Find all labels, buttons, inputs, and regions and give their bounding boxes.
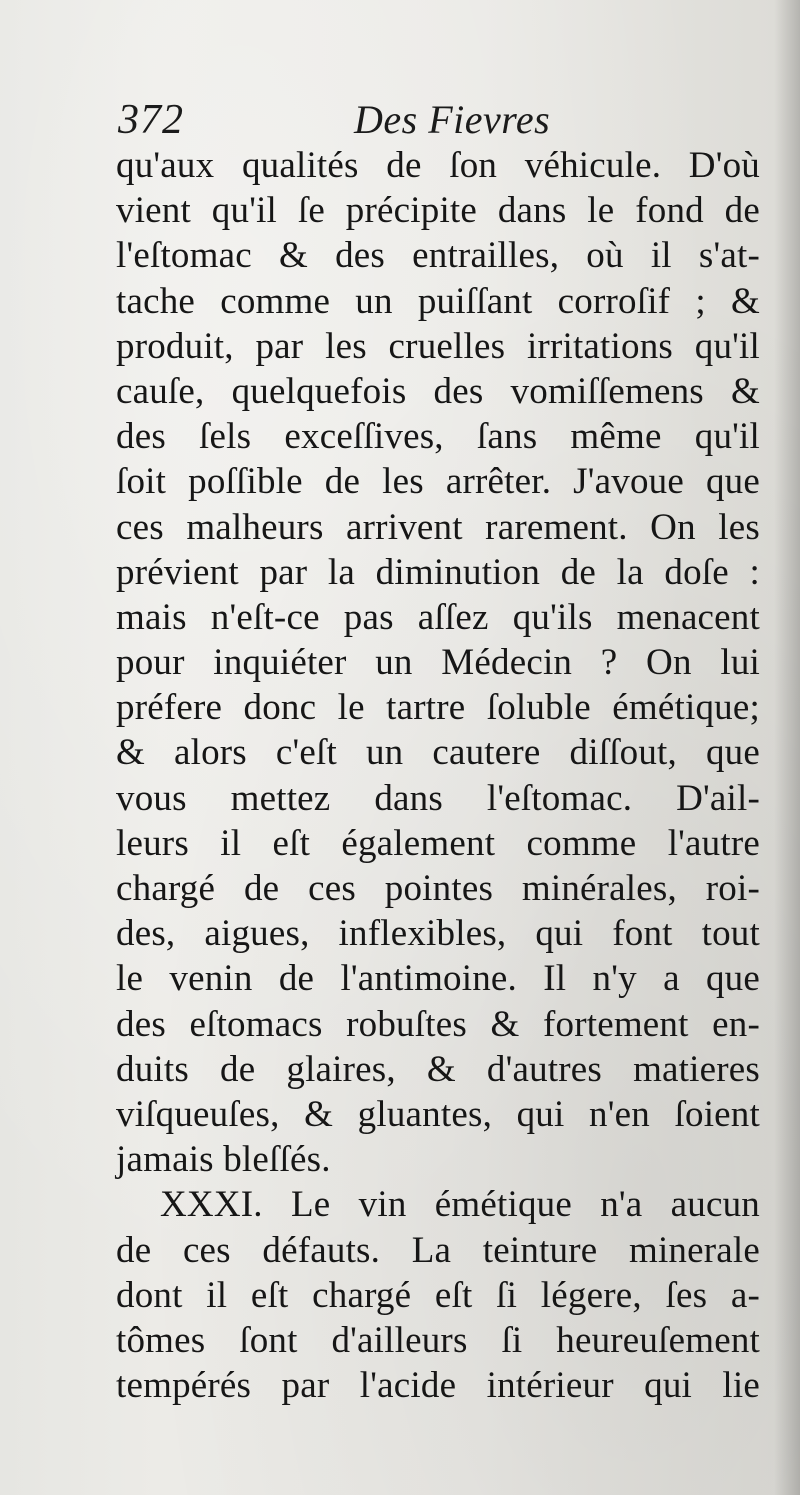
text-line: l'eſtomac & des entrailles, où il s'at- bbox=[116, 235, 760, 277]
text-line: pour inquiéter un Médecin ? On lui bbox=[116, 642, 760, 684]
text-line: vient qu'il ſe précipite dans le fond de bbox=[116, 190, 760, 232]
text-line: des, aigues, inflexibles, qui font tout bbox=[116, 913, 760, 955]
body-text bbox=[116, 143, 760, 1408]
text-line: mais n'eſt-ce pas aſſez qu'ils menacent bbox=[116, 596, 760, 638]
text-line: ſoit poſſible de les arrêter. J'avoue que bbox=[116, 461, 760, 503]
page-number: 372 bbox=[118, 97, 184, 143]
text-line: tômes ſont d'ailleurs ſi heureuſement bbox=[116, 1319, 760, 1361]
text-line: leurs il eſt également comme l'autre bbox=[116, 822, 760, 864]
text-line: viſqueuſes, & gluantes, qui n'en ſoient bbox=[116, 1093, 760, 1135]
text-line: ces malheurs arrivent rarement. On les bbox=[116, 506, 760, 548]
text-line: tache comme un puiſſant corroſif ; & bbox=[116, 280, 760, 322]
text-line: préfere donc le tartre ſoluble émétique; bbox=[116, 687, 760, 729]
text-line: prévient par la diminution de la doſe : bbox=[116, 551, 760, 593]
page-edge-shadow bbox=[774, 0, 800, 1495]
text-line: de ces défauts. La teinture minerale bbox=[116, 1229, 760, 1271]
text-line: des eſtomacs robuſtes & fortement en- bbox=[116, 1003, 760, 1045]
text-line: produit, par les cruelles irritations qu'il bbox=[116, 325, 760, 367]
text-line: chargé de ces pointes minérales, roi- bbox=[116, 868, 760, 909]
text-line: dont il eſt chargé eſt ſi légere, ſes a- bbox=[116, 1274, 760, 1316]
text-line: tempérés par l'acide intérieur qui lie bbox=[116, 1365, 760, 1407]
text-line: qu'aux qualités de ſon véhicule. D'où bbox=[116, 145, 760, 186]
running-title: Des Fievres bbox=[354, 97, 551, 142]
section-heading-line: XXXI. Le vin émétique n'a aucun bbox=[160, 1184, 760, 1226]
text-line: duits de glaires, & d'autres matieres bbox=[116, 1048, 760, 1090]
text-line: des ſels exceſſives, ſans même qu'il bbox=[116, 416, 760, 458]
text-line: vous mettez dans l'eſtomac. D'ail- bbox=[116, 777, 760, 819]
text-line: cauſe, quelquefois des vomiſſemens & bbox=[116, 370, 760, 412]
text-line: & alors c'eſt un cautere diſſout, que bbox=[116, 732, 760, 774]
text-line: le venin de l'antimoine. Il n'y a que bbox=[116, 958, 760, 1000]
paragraph-end-line: jamais bleſſés. bbox=[116, 1139, 331, 1181]
